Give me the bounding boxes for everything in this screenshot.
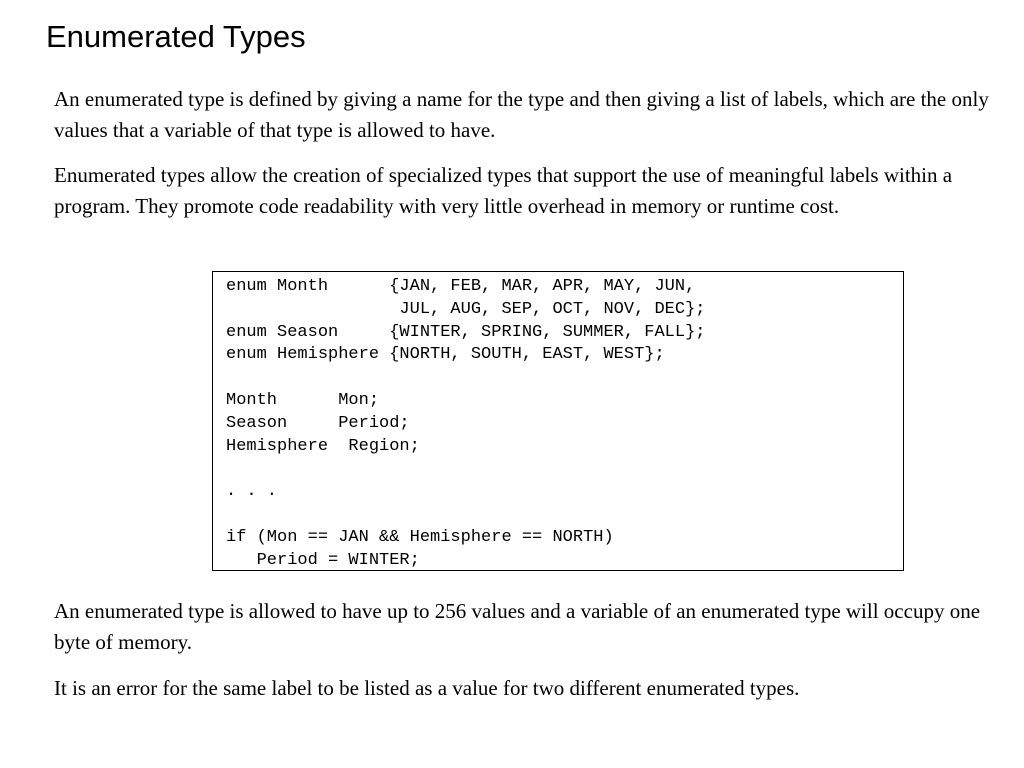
- paragraph-benefits: Enumerated types allow the creation of specialized types that support the use of meaningful labels within a program. They promote code readability with very little overhead in memory or runtime cost.: [54, 163, 953, 218]
- code-line: if (Mon == JAN && Hemisphere == NORTH): [226, 527, 614, 547]
- code-line: enum Season {WINTER, SPRING, SUMMER, FALL};: [226, 322, 706, 342]
- code-block: [226, 276, 903, 572]
- code-line: enum Hemisphere {NORTH, SOUTH, EAST, WEST};: [226, 345, 665, 365]
- code-line: [226, 458, 903, 481]
- code-line: Season Period;: [226, 413, 410, 433]
- code-line: JUL, AUG, SEP, OCT, NOV, DEC};: [226, 299, 706, 319]
- slide-title: Enumerated Types: [46, 19, 306, 54]
- paragraph-definition: An enumerated type is defined by giving a name for the type and then giving a list of labels, which are the only values that a variable of that type is allowed to have.: [54, 87, 989, 142]
- paragraph-size-limits: An enumerated type is allowed to have up to 256 values and a variable of an enumerated type will occupy one byte of memory.: [54, 599, 981, 654]
- code-line: . . .: [226, 482, 278, 502]
- code-line: Hemisphere Region;: [226, 436, 420, 456]
- code-line: Month Mon;: [226, 390, 380, 410]
- paragraph-duplicate-label-rule: It is an error for the same label to be listed as a value for two different enumerated types.: [54, 676, 800, 700]
- code-line: [226, 504, 903, 527]
- code-line: Period = WINTER;: [226, 550, 420, 570]
- code-line: enum Month {JAN, FEB, MAR, APR, MAY, JUN,: [226, 277, 696, 296]
- code-line: [226, 367, 903, 390]
- code-example-box: [212, 271, 904, 571]
